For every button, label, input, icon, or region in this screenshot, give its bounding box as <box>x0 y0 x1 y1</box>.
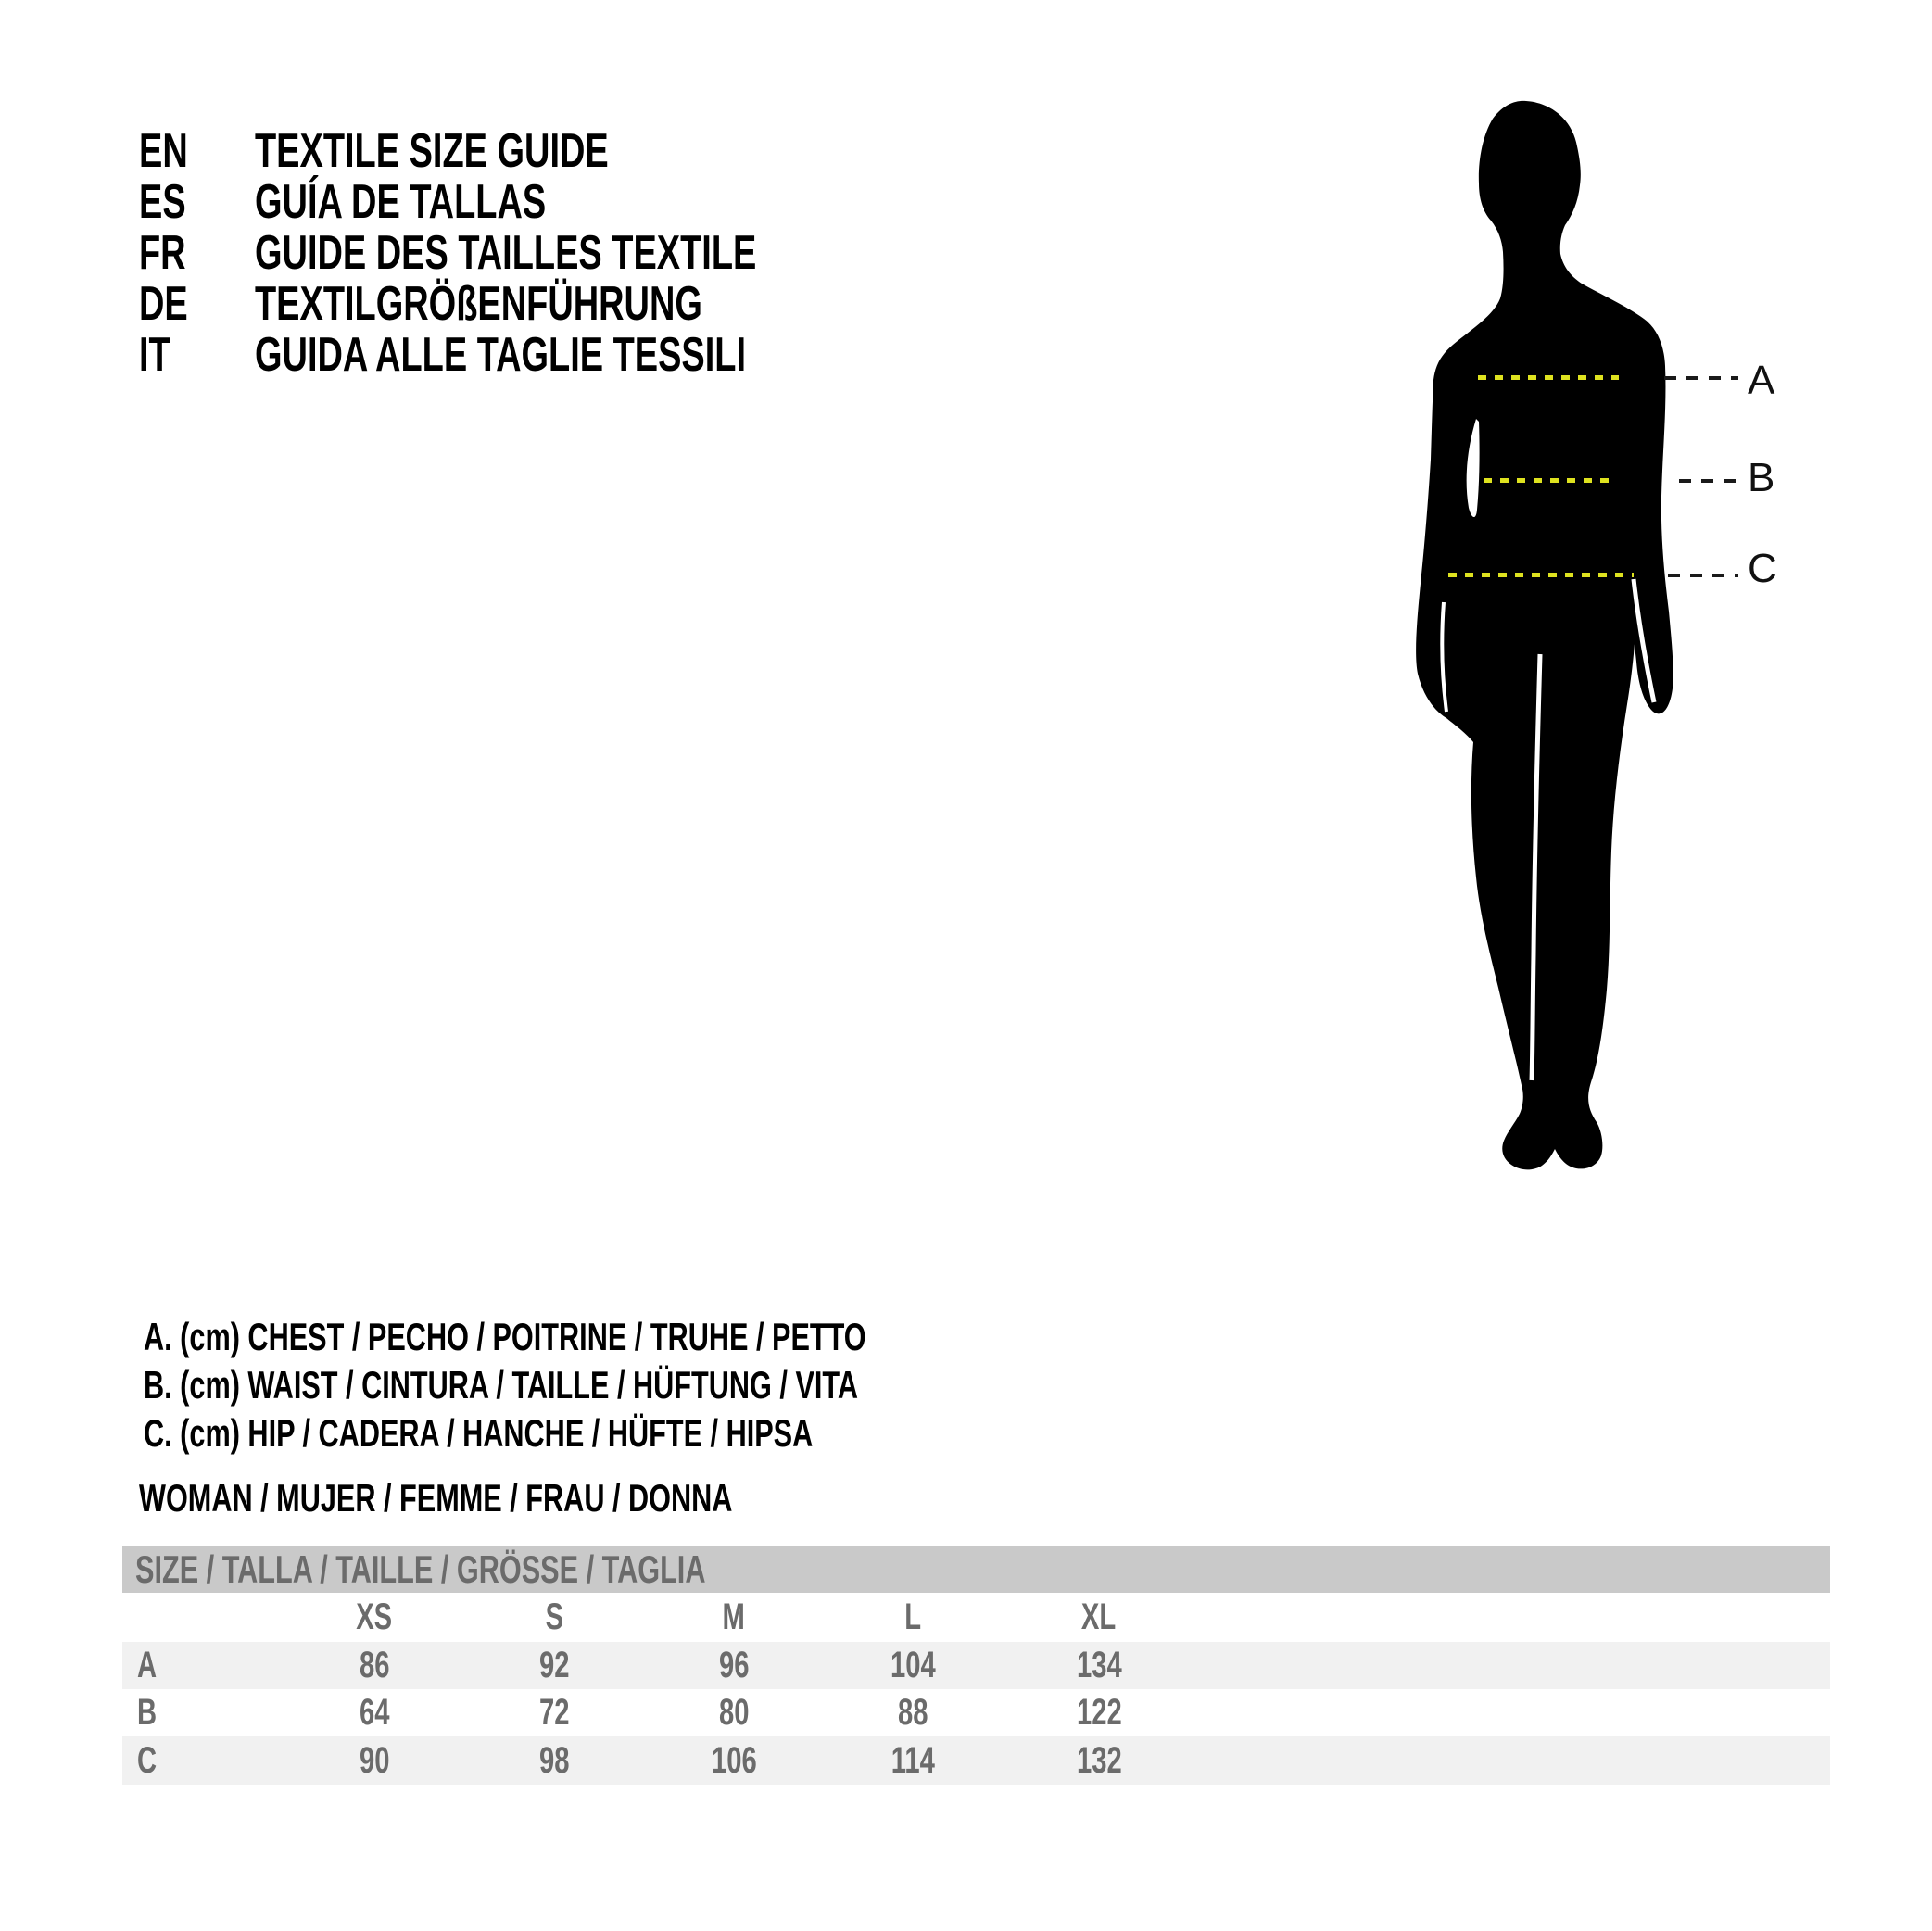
cell-waist-s: 72 <box>538 1692 570 1733</box>
measure-label-c: C <box>1748 546 1777 591</box>
table-row-waist <box>122 1689 1830 1736</box>
size-table-header <box>122 1546 1830 1593</box>
lang-title-de: TEXTILGRÖßENFÜHRUNG <box>255 277 702 331</box>
column-l: L <box>904 1597 922 1637</box>
cell-hip-m: 106 <box>711 1739 757 1781</box>
legend-line-waist: B. (cm) WAIST / CINTURA / TAILLE / HÜFTUNG / VITA <box>144 1363 859 1407</box>
hip-leader-line <box>1668 574 1738 577</box>
hip-dash-line <box>1448 573 1634 577</box>
row-label: B <box>137 1692 158 1733</box>
chest-dash-line <box>1478 375 1619 380</box>
lang-code-de: DE <box>139 277 188 331</box>
waist-leader-line <box>1679 479 1738 483</box>
lang-row-en <box>139 126 739 177</box>
cell-chest-s: 92 <box>538 1645 570 1685</box>
woman-silhouette <box>1344 93 1733 1223</box>
cell-waist-l: 88 <box>898 1692 928 1733</box>
row-label: A <box>137 1645 158 1685</box>
table-row-hip <box>122 1736 1830 1785</box>
cell-hip-xs: 90 <box>359 1739 390 1781</box>
legend-line-chest: A. (cm) CHEST / PECHO / POITRINE / TRUHE / PETTO <box>144 1315 866 1358</box>
lang-title-en: TEXTILE SIZE GUIDE <box>255 124 609 178</box>
lang-title-es: GUÍA DE TALLAS <box>255 175 547 229</box>
lang-row-es <box>139 177 653 228</box>
cell-hip-s: 98 <box>538 1739 570 1781</box>
gender-line: WOMAN / MUJER / FEMME / FRAU / DONNA <box>139 1476 733 1520</box>
cell-waist-xs: 64 <box>359 1692 390 1733</box>
cell-chest-l: 104 <box>890 1645 936 1685</box>
cell-chest-m: 96 <box>718 1645 750 1685</box>
row-label: C <box>137 1739 158 1781</box>
column-s: S <box>545 1597 563 1637</box>
waist-dash-line <box>1484 478 1617 483</box>
size-table-columns <box>122 1593 1830 1642</box>
measure-label-a: A <box>1748 358 1775 403</box>
cell-hip-l: 114 <box>890 1739 936 1781</box>
lang-row-fr <box>139 228 942 279</box>
cell-hip-xl: 132 <box>1076 1739 1122 1781</box>
lang-row-it <box>139 330 928 381</box>
column-xs: XS <box>356 1597 393 1637</box>
size-table-header-text: SIZE / TALLA / TAILLE / GRÖSSE / TAGLIA <box>135 1546 706 1591</box>
table-row-chest <box>122 1642 1830 1689</box>
column-xl: XL <box>1081 1597 1117 1637</box>
legend-line-hip: C. (cm) HIP / CADERA / HANCHE / HÜFTE / HIPSA <box>144 1411 814 1455</box>
cell-chest-xs: 86 <box>359 1645 390 1685</box>
lang-row-de <box>139 279 868 330</box>
lang-code-en: EN <box>139 124 188 178</box>
lang-code-es: ES <box>139 175 186 229</box>
cell-waist-m: 80 <box>718 1692 750 1733</box>
cell-chest-xl: 134 <box>1076 1645 1122 1685</box>
lang-title-fr: GUIDE DES TAILLES TEXTILE <box>255 226 757 280</box>
lang-code-fr: FR <box>139 226 186 280</box>
measure-label-b: B <box>1748 455 1775 500</box>
chest-leader-line <box>1664 376 1738 380</box>
cell-waist-xl: 122 <box>1076 1692 1122 1733</box>
lang-code-it: IT <box>139 328 170 382</box>
lang-title-it: GUIDA ALLE TAGLIE TESSILI <box>255 328 747 382</box>
column-m: M <box>722 1597 746 1637</box>
